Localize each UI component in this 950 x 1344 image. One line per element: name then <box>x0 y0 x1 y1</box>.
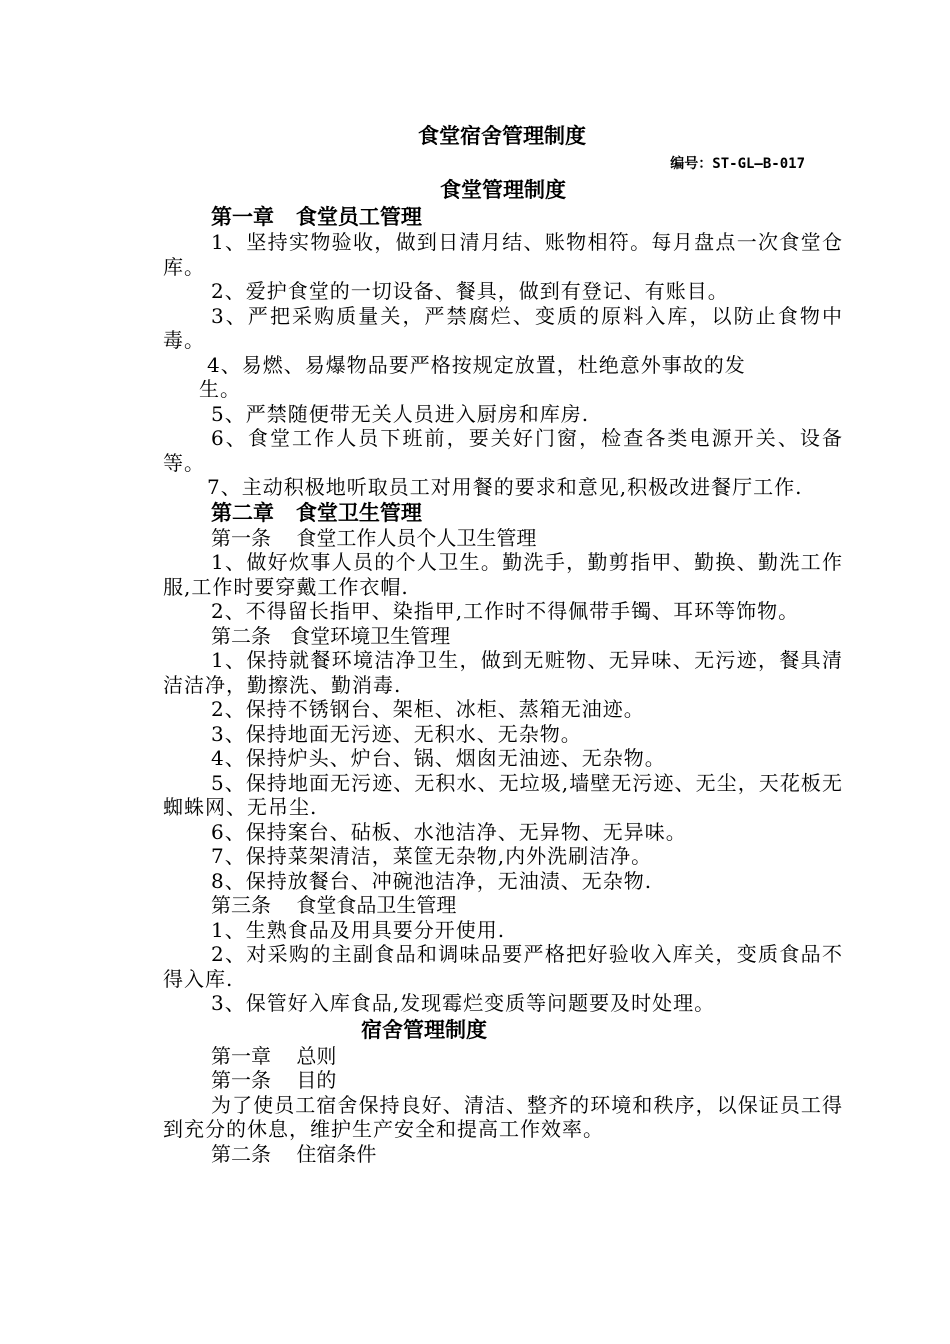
article-heading: 第一条 食堂工作人员个人卫生管理 <box>211 525 537 550</box>
canteen-section-title: 食堂管理制度 <box>440 177 566 202</box>
article-heading: 第二条 食堂环境卫生管理 <box>211 623 451 648</box>
list-item: 6、保持案台、砧板、水池洁净、无异物、无异味。 <box>211 819 687 844</box>
list-item: 2、爱护食堂的一切设备、餐具，做到有登记、有账目。 <box>211 279 729 303</box>
list-item-line: 4、易燃、易爆物品要严格按规定放置，杜绝意外事故的发 <box>207 352 746 377</box>
list-item: 5、保持地面无污迹、无积水、无垃圾,墙壁无污迹、无尘，天花板无蜘蛛网、无吊尘. <box>163 770 843 819</box>
document-body <box>163 120 843 1166</box>
list-item: 5、严禁随便带无关人员进入厨房和库房. <box>211 401 590 426</box>
list-item-line: 生。 <box>199 377 241 401</box>
list-item: 4、保持炉头、炉台、锅、烟囱无油迹、无杂物。 <box>211 746 666 770</box>
list-item <box>163 353 843 402</box>
chapter-heading: 第二章 食堂卫生管理 <box>211 499 422 525</box>
list-item: 8、保持放餐台、冲碗池洁净，无油渍、无杂物. <box>211 868 653 893</box>
list-item: 2、不得留长指甲、染指甲,工作时不得佩带手镯、耳环等饰物。 <box>211 599 800 623</box>
list-item: 3、保持地面无污迹、无积水、无杂物。 <box>211 721 582 746</box>
list-item: 1、坚持实物验收，做到日清月结、账物相符。每月盘点一次食堂仓库。 <box>163 230 843 279</box>
list-item: 3、保管好入库食品,发现霉烂变质等问题要及时处理。 <box>211 991 716 1015</box>
article-heading: 第三条 食堂食品卫生管理 <box>211 893 457 917</box>
article-heading: 第二条 住宿条件 <box>211 1141 377 1166</box>
article-heading: 第一条 目的 <box>211 1068 337 1092</box>
chapter-heading: 第一章 总则 <box>211 1043 337 1068</box>
list-item: 7、主动积极地听取员工对用餐的要求和意见,积极改进餐厅工作. <box>207 475 803 499</box>
document-code: 编号：ST-GL—B-017 <box>670 156 805 172</box>
list-item: 7、保持菜架清洁，菜筐无杂物,内外洗刷洁净。 <box>211 844 653 868</box>
list-item: 2、保持不锈钢台、架柜、冰柜、蒸箱无油迹。 <box>211 697 645 721</box>
article-text: 为了使员工宿舍保持良好、清洁、整齐的环境和秩序，以保证员工得到充分的休息，维护生产安全和提高工作效率。 <box>163 1092 843 1141</box>
dorm-section-title: 宿舍管理制度 <box>361 1016 487 1042</box>
list-item: 1、保持就餐环境洁净卫生，做到无赃物、无异味、无污迹，餐具清洁洁净，勤擦洗、勤消毒. <box>163 648 843 697</box>
list-item: 3、严把采购质量关，严禁腐烂、变质的原料入库，以防止食物中毒。 <box>163 303 843 352</box>
chapter-heading: 第一章 食堂员工管理 <box>211 204 422 229</box>
document-title: 食堂宿舍管理制度 <box>418 123 586 148</box>
list-item: 1、生熟食品及用具要分开使用. <box>211 917 506 942</box>
list-item: 6、食堂工作人员下班前，要关好门窗，检查各类电源开关、设备等。 <box>163 426 843 475</box>
list-item: 1、做好炊事人员的个人卫生。勤洗手，勤剪指甲、勤换、勤洗工作服,工作时要穿戴工作衣帽. <box>163 550 843 599</box>
list-item: 2、对采购的主副食品和调味品要严格把好验收入库关，变质食品不得入库. <box>163 942 843 991</box>
